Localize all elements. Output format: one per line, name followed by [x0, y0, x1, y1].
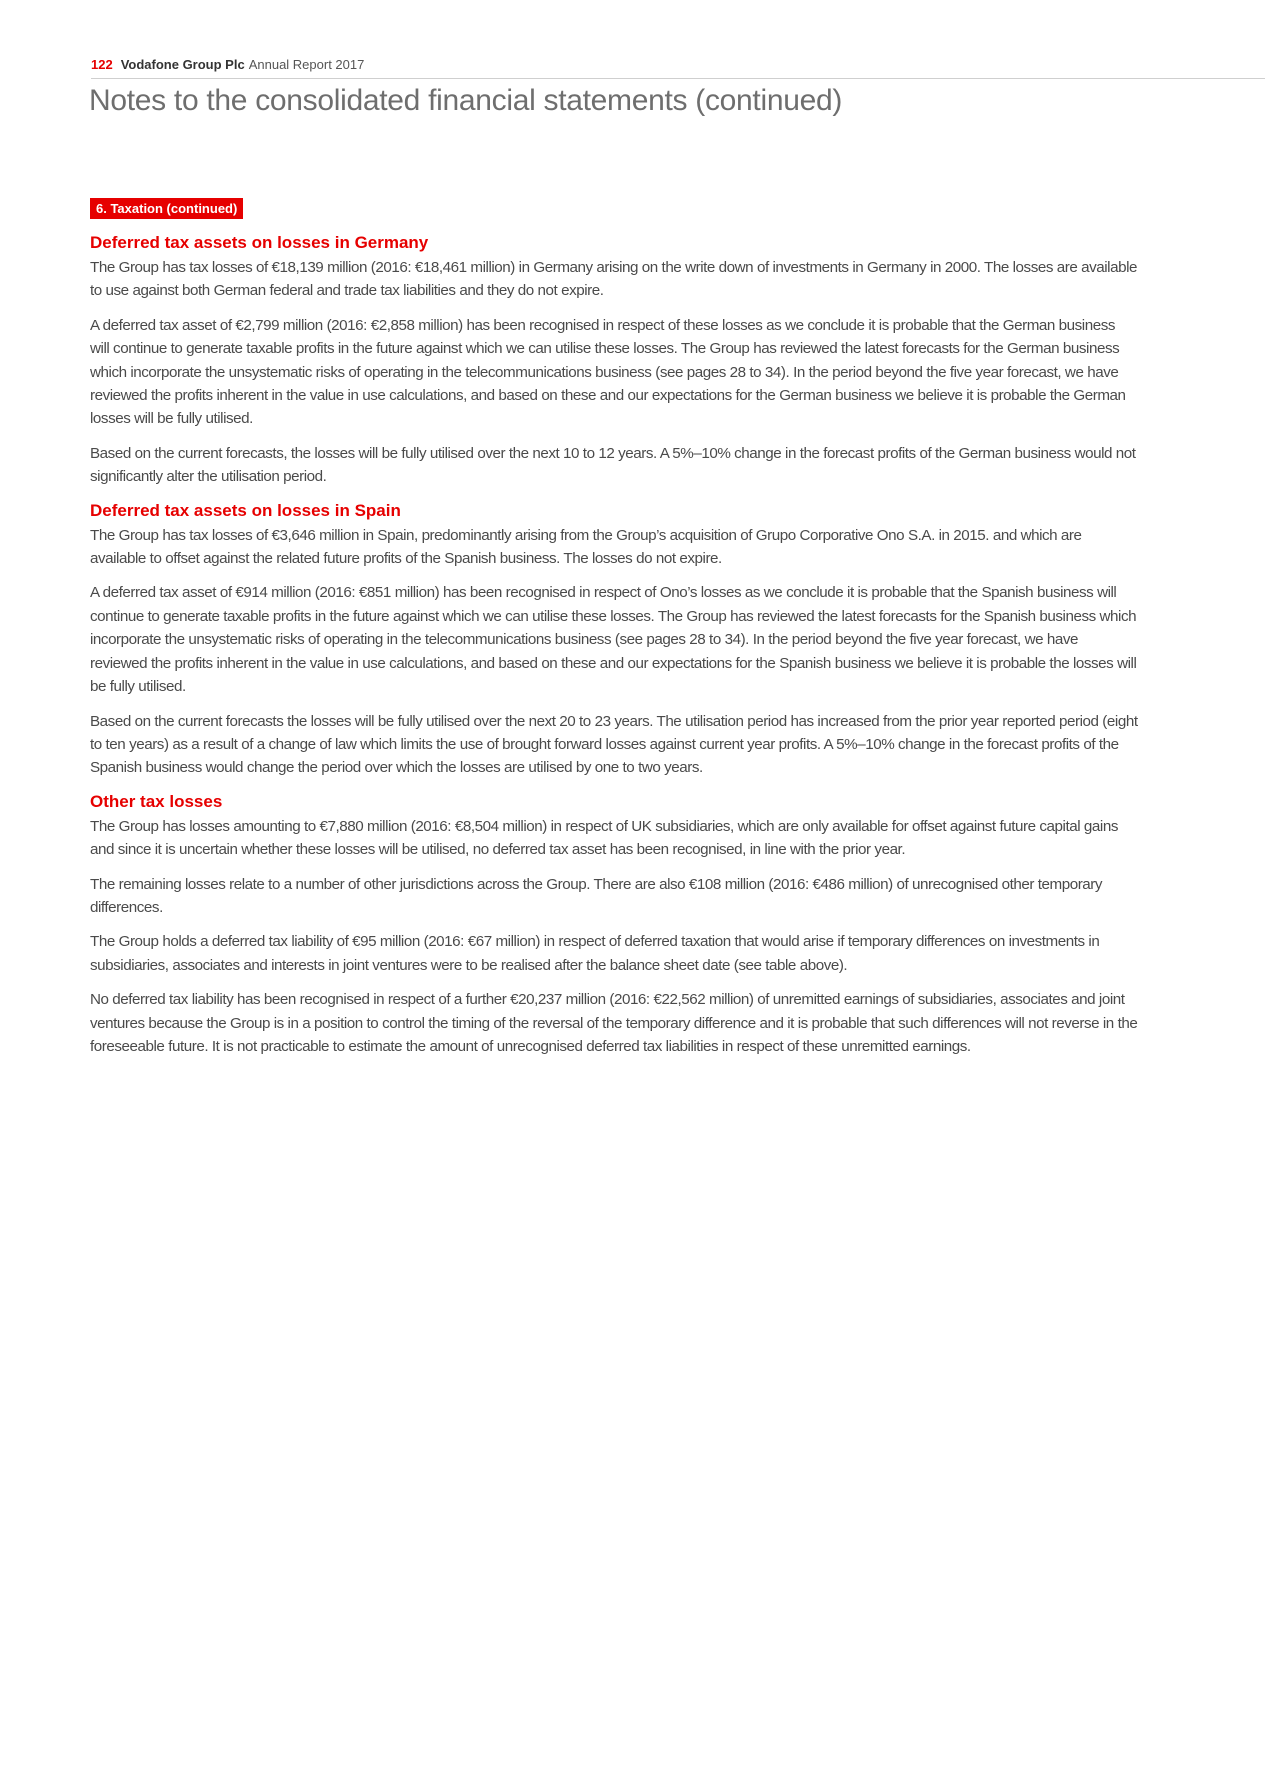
main-content — [90, 232, 1138, 1069]
running-header — [91, 57, 364, 72]
header-divider — [91, 78, 1265, 79]
section-heading: Other tax losses — [90, 791, 223, 811]
company-name: Vodafone Group Plc — [120, 57, 245, 72]
section-other-tax-losses — [90, 791, 1138, 1059]
section-spain — [90, 500, 1138, 780]
paragraph: The Group has losses amounting to €7,880 million (2016: €8,504 million) in respect of UK subsidiaries, which are only available for offset against future capital gains and since it is uncertain whether these losses will be utilised, no deferred tax asset has been recognised, in line with the prior year. — [90, 817, 1118, 859]
paragraph: A deferred tax asset of €2,799 million (2016: €2,858 million) has been recognised in respect of these losses as we conclude it is probable that the German business will continue to generate taxable profits in the future against which we can utilise these losses. The Group has reviewed the latest forecasts for the German business which incorporate the unsystematic risks of operating in the telecommunications business (see pages 28 to 34). In the period beyond the five year forecast, we have reviewed the profits inherent in the value in use calculations, and based on these and our expectations for the German business we believe it is probable the German losses will be fully utilised. — [90, 316, 1126, 428]
section-heading: Deferred tax assets on losses in Germany — [90, 233, 429, 252]
paragraph: No deferred tax liability has been recognised in respect of a further €20,237 million (2016: €22,562 million) of unremitted earnings of subsidiaries, associates and joint ventures because the Group is in a position to control the timing of the reversal of the temporary difference and it is probable that such differences will not reverse in the foreseeable future. It is not practicable to estimate the amount of unrecognised deferred tax liabilities in respect of these unremitted earnings. — [90, 991, 1138, 1055]
paragraph: A deferred tax asset of €914 million (2016: €851 million) has been recognised in respect of Ono’s losses as we conclude it is probable that the Spanish business will continue to generate taxable profits in the future against which we can utilise these losses. The Group has reviewed the latest forecasts for the Spanish business which incorporate the unsystematic risks of operating in the telecommunications business (see pages 28 to 34). In the period beyond the five year forecast, we have reviewed the profits inherent in the value in use calculations, and based on these and our expectations for the Spanish business we believe it is probable the losses will be fully utilised. — [90, 584, 1137, 696]
section-tag: 6. Taxation (continued) — [90, 198, 243, 219]
paragraph: Based on the current forecasts the losses will be fully utilised over the next 20 to 23 years. The utilisation period has increased from the prior year reported period (eight to ten years) as a result of a change of law which limits the use of brought forward losses against current year profits. A 5%–10% change in the forecast profits of the Spanish business would change the period over which the losses are utilised by one to two years. — [90, 712, 1138, 777]
section-heading: Deferred tax assets on losses in Spain — [90, 500, 401, 520]
paragraph: The remaining losses relate to a number of other jurisdictions across the Group. There are also €108 million (2016: €486 million) of unrecognised other temporary differences. — [90, 875, 1103, 916]
page-number: 122 — [91, 57, 113, 72]
section-germany — [90, 232, 1138, 489]
paragraph: Based on the current forecasts, the losses will be fully utilised over the next 10 to 12 years. A 5%–10% change in the forecast profits of the German business would not significantly alter the utilisation period. — [90, 444, 1136, 486]
paragraph: The Group has tax losses of €18,139 million (2016: €18,461 million) in Germany arising on the write down of investments in Germany in 2000. The losses are available to use against both German federal and trade tax liabilities and they do not expire. — [90, 259, 1138, 300]
paragraph: The Group has tax losses of €3,646 million in Spain, predominantly arising from the Group’s acquisition of Grupo Corporative Ono S.A. in 2015. and which are available to offset against the related future profits of the Spanish business. The losses do not expire. — [90, 526, 1082, 568]
page-title: Notes to the consolidated financial statements (continued) — [89, 84, 843, 117]
report-name: Annual Report 2017 — [248, 57, 365, 72]
paragraph: The Group holds a deferred tax liability of €95 million (2016: €67 million) in respect of deferred taxation that would arise if temporary differences on investments in subsidiaries, associates and interests in joint ventures were to be realised after the balance sheet date (see table above). — [90, 933, 1100, 974]
